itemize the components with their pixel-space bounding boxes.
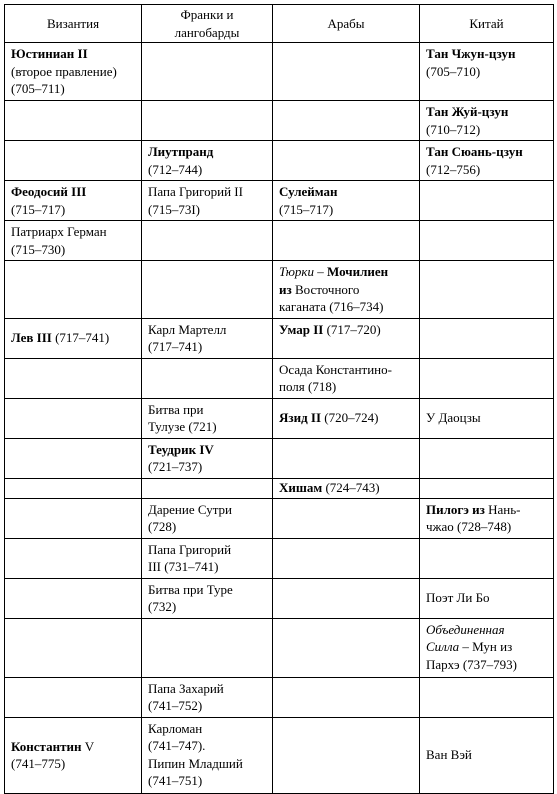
entry-line: Тулузе (721) xyxy=(148,419,217,434)
entry-line: (741–751) xyxy=(148,773,203,788)
cell-arabs xyxy=(273,717,420,793)
ruler-note: (второе правление) xyxy=(11,63,117,79)
cell-china xyxy=(420,181,554,221)
header-row xyxy=(5,5,554,43)
entry-dash: – xyxy=(314,264,328,279)
cell-arabs xyxy=(273,398,420,438)
cell-franks xyxy=(142,358,273,398)
entry-italic: Объединенная xyxy=(426,621,505,637)
ruler-suffix: V xyxy=(81,738,95,754)
table-row xyxy=(5,141,554,181)
cell-china xyxy=(420,318,554,358)
entry-line: (717–741) xyxy=(148,339,203,354)
ruler-name: Хишам xyxy=(279,479,323,495)
cell-china xyxy=(420,43,554,101)
cell-china xyxy=(420,261,554,319)
entry-line: Нань- xyxy=(484,501,521,517)
cell-franks xyxy=(142,438,273,478)
cell-china xyxy=(420,618,554,677)
ruler-name: Пилогэ из xyxy=(426,501,485,517)
entry-line: III (731–741) xyxy=(148,559,219,574)
entry-line: Пархэ (737–793) xyxy=(426,656,517,672)
cell-arabs xyxy=(273,141,420,181)
entry-line: Дарение Сутри xyxy=(148,501,232,517)
cell-byzantium xyxy=(5,318,142,358)
cell-franks xyxy=(142,677,273,717)
cell-china xyxy=(420,538,554,578)
header-franks-label-1: Франки и xyxy=(180,7,234,22)
cell-franks xyxy=(142,43,273,101)
entry-line: (741–747). xyxy=(148,738,206,753)
cell-byzantium xyxy=(5,618,142,677)
ruler-years: (741–775) xyxy=(11,756,66,771)
ruler-years: (710–712) xyxy=(426,121,481,137)
cell-china xyxy=(420,221,554,261)
entry-line: Битва при xyxy=(148,401,204,417)
entry-line: поля (718) xyxy=(279,379,337,394)
entry-italic: Тюрки xyxy=(279,264,315,279)
ruler-name: Сулейман xyxy=(279,184,338,199)
cell-china xyxy=(420,578,554,618)
cell-byzantium xyxy=(5,677,142,717)
entry-line: Карл Мартелл xyxy=(148,321,227,337)
header-byzantium xyxy=(5,5,142,43)
cell-arabs xyxy=(273,578,420,618)
cell-arabs xyxy=(273,677,420,717)
cell-arabs xyxy=(273,101,420,141)
cell-arabs xyxy=(273,318,420,358)
cell-arabs xyxy=(273,43,420,101)
ruler-years: (715–717) xyxy=(279,201,334,217)
cell-arabs xyxy=(273,618,420,677)
header-arabs-label: Арабы xyxy=(327,15,365,31)
ruler-name: Лев III xyxy=(11,330,52,346)
table-row xyxy=(5,677,554,717)
table-row xyxy=(5,478,554,498)
entry-line: Карломан xyxy=(148,720,203,736)
cell-byzantium xyxy=(5,478,142,498)
ruler-name: Феодосий III xyxy=(11,184,87,199)
entry-line: (715–73I) xyxy=(148,201,200,217)
table-row xyxy=(5,438,554,478)
chronology-table xyxy=(4,4,554,794)
cell-franks xyxy=(142,717,273,793)
cell-franks xyxy=(142,221,273,261)
cell-byzantium xyxy=(5,101,142,141)
entry-line: (728) xyxy=(148,519,177,534)
cell-arabs xyxy=(273,181,420,221)
header-china-label: Китай xyxy=(469,15,504,31)
cell-franks xyxy=(142,261,273,319)
cell-arabs xyxy=(273,538,420,578)
ruler-name: Константин xyxy=(11,738,82,754)
ruler-years: (717–720) xyxy=(323,321,381,337)
cell-franks xyxy=(142,318,273,358)
cell-china xyxy=(420,478,554,498)
ruler-name: Лиутпранд xyxy=(148,144,214,159)
cell-china xyxy=(420,438,554,478)
entry-line: каганата (716–734) xyxy=(279,299,384,314)
entry-line: чжао (728–748) xyxy=(426,519,512,534)
ruler-years: (721–737) xyxy=(148,459,203,474)
ruler-years: (724–743) xyxy=(322,479,380,495)
ruler-years: (717–741) xyxy=(51,330,110,346)
table-row xyxy=(5,358,554,398)
cell-byzantium xyxy=(5,717,142,793)
cell-byzantium xyxy=(5,358,142,398)
entry-line: (715–730) xyxy=(11,241,66,257)
entry-line: – Мун из xyxy=(459,639,513,654)
cell-byzantium xyxy=(5,578,142,618)
table-row xyxy=(5,318,554,358)
cell-byzantium xyxy=(5,438,142,478)
entry-line: Осада Константино- xyxy=(279,361,392,377)
cell-byzantium xyxy=(5,498,142,538)
cell-franks xyxy=(142,538,273,578)
ruler-years: (712–756) xyxy=(426,161,481,177)
ruler-years: (720–724) xyxy=(321,410,379,426)
entry-line: Восточного xyxy=(291,281,360,297)
ruler-years: (705–711) xyxy=(11,81,65,96)
table-row xyxy=(5,538,554,578)
entry-line: (732) xyxy=(148,599,177,614)
table-row xyxy=(5,43,554,101)
cell-byzantium xyxy=(5,221,142,261)
entry-line: Папа Захарий xyxy=(148,680,224,696)
header-franks-label-2: лангобарды xyxy=(174,24,240,40)
table-row xyxy=(5,101,554,141)
ruler-name: Мочилиен xyxy=(327,264,389,279)
cell-franks xyxy=(142,618,273,677)
table-row xyxy=(5,578,554,618)
entry-line: Папа Григорий II xyxy=(148,184,243,199)
cell-byzantium xyxy=(5,43,142,101)
entry-line: Поэт Ли Бо xyxy=(426,590,490,606)
ruler-name: Теудрик IV xyxy=(148,441,214,457)
cell-arabs xyxy=(273,261,420,319)
cell-byzantium xyxy=(5,181,142,221)
cell-byzantium xyxy=(5,398,142,438)
ruler-years: (705–710) xyxy=(426,63,481,79)
entry-line: Ван Вэй xyxy=(426,747,472,763)
cell-franks xyxy=(142,498,273,538)
ruler-name: Тан Чжун-цзун xyxy=(426,46,516,61)
cell-byzantium xyxy=(5,261,142,319)
header-byzantium-label: Византия xyxy=(46,15,100,31)
cell-franks xyxy=(142,181,273,221)
cell-china xyxy=(420,141,554,181)
cell-china xyxy=(420,101,554,141)
entry-italic: Силла xyxy=(426,639,460,654)
ruler-name: Язид II xyxy=(279,410,322,426)
entry-line: Битва при Туре xyxy=(148,581,233,597)
header-franks xyxy=(142,5,273,43)
cell-byzantium xyxy=(5,141,142,181)
cell-arabs xyxy=(273,221,420,261)
table-row xyxy=(5,498,554,538)
cell-china xyxy=(420,398,554,438)
cell-arabs xyxy=(273,498,420,538)
cell-franks xyxy=(142,101,273,141)
table-row xyxy=(5,717,554,793)
cell-arabs xyxy=(273,358,420,398)
entry-line: Папа Григорий xyxy=(148,541,232,557)
cell-china xyxy=(420,498,554,538)
ruler-name: Юстиниан II xyxy=(11,46,88,61)
cell-arabs xyxy=(273,438,420,478)
ruler-years: (712–744) xyxy=(148,161,203,177)
cell-franks xyxy=(142,141,273,181)
cell-china xyxy=(420,358,554,398)
entry-line: У Даоцзы xyxy=(426,410,481,426)
entry-line: Патриарх Герман xyxy=(11,224,107,239)
entry-line: (741–752) xyxy=(148,698,203,713)
table-row xyxy=(5,221,554,261)
ruler-name: Умар II xyxy=(279,321,324,337)
table-row xyxy=(5,181,554,221)
table-row xyxy=(5,398,554,438)
entry-line: Пипин Младший xyxy=(148,755,243,771)
cell-byzantium xyxy=(5,538,142,578)
cell-franks xyxy=(142,578,273,618)
header-arabs xyxy=(273,5,420,43)
ruler-name: Тан Сюань-цзун xyxy=(426,144,523,159)
table-row xyxy=(5,261,554,319)
cell-franks xyxy=(142,478,273,498)
table-row xyxy=(5,618,554,677)
ruler-name: Тан Жуй-цзун xyxy=(426,104,509,119)
cell-china xyxy=(420,717,554,793)
cell-china xyxy=(420,677,554,717)
cell-arabs xyxy=(273,478,420,498)
cell-franks xyxy=(142,398,273,438)
entry-bold: из xyxy=(279,281,292,297)
header-china xyxy=(420,5,554,43)
ruler-years: (715–717) xyxy=(11,201,66,217)
